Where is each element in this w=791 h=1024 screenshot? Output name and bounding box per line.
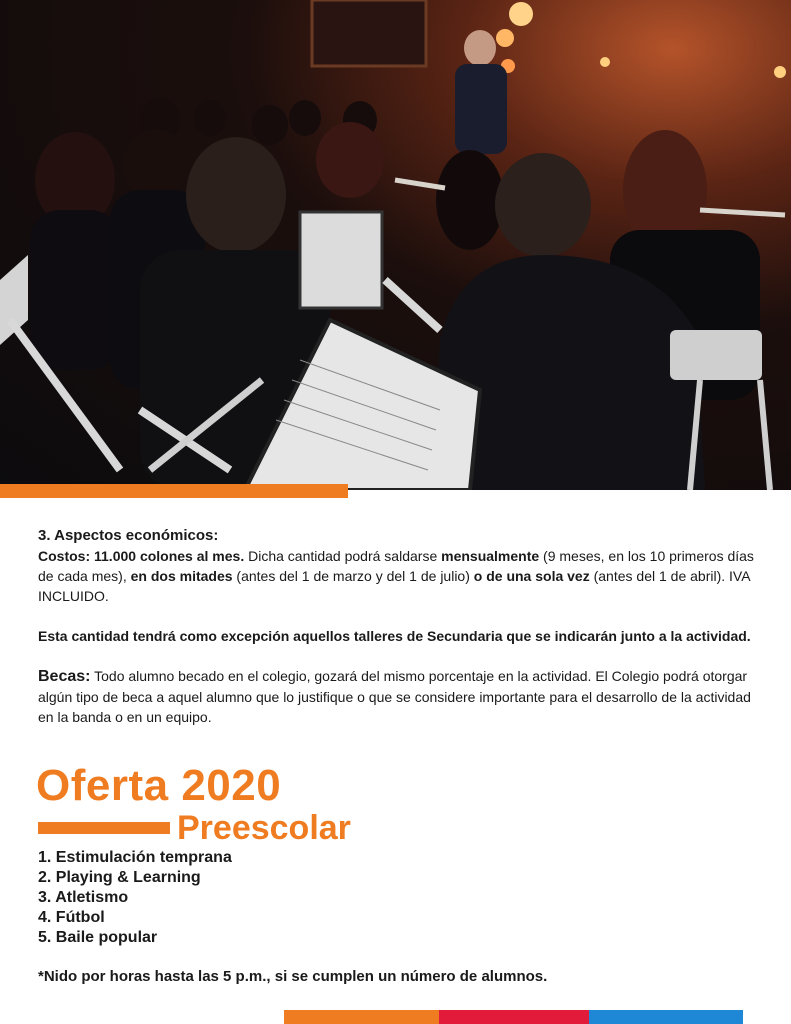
two-halves-term: en dos mitades: [130, 568, 233, 584]
costs-label: Costos: 11.000 colones al mes.: [38, 548, 245, 564]
costs-text: (antes del 1 de marzo y del 1 de julio): [232, 568, 474, 584]
section-heading: 3. Aspectos económicos:: [38, 527, 219, 544]
activity-list: [38, 848, 232, 948]
photo-accent-bar: [0, 484, 348, 498]
becas-paragraph: [38, 666, 756, 727]
musician-body: [30, 210, 120, 370]
chair-leg: [760, 380, 770, 490]
exception-paragraph: Esta cantidad tendrá como excepción aquellos talleres de Secundaria que se indicarán junto a la actividad.: [38, 628, 751, 644]
stage-light: [600, 57, 610, 67]
monthly-term: mensualmente: [441, 548, 540, 564]
stage-light: [509, 2, 533, 26]
musician-hair: [316, 122, 384, 198]
flute: [700, 210, 785, 215]
list-item: 3. Atletismo: [38, 889, 129, 906]
costs-text: Dicha cantidad podrá saldarse: [244, 548, 442, 564]
costs-text: (9 meses, en los 10 primeros días de cada mes),: [38, 548, 754, 584]
list-item: 5. Baile popular: [38, 929, 158, 946]
footer-bar-orange: [284, 1010, 439, 1024]
costs-text: (antes del 1 de abril). IVA INCLUIDO.: [38, 568, 750, 604]
wall-banner: [312, 0, 426, 66]
economic-section: [38, 526, 756, 727]
chair-frame: [385, 280, 440, 330]
subtitle-accent-bar: [38, 822, 170, 834]
orchestra-illustration: [0, 0, 791, 490]
footer-bar-blue: [589, 1010, 743, 1024]
footnote: *Nido por horas hasta las 5 p.m., si se cumplen un número de alumnos.: [38, 968, 548, 985]
conductor-body: [455, 64, 507, 154]
stage-light: [496, 29, 514, 47]
list-item: 4. Fútbol: [38, 909, 105, 926]
sheet-music: [300, 212, 382, 308]
offer-subtitle-row: [38, 808, 438, 848]
costs-paragraph: [38, 546, 756, 606]
orchestra-photo: [0, 0, 791, 490]
musician-hair: [436, 150, 504, 250]
becas-text: Todo alumno becado en el colegio, gozará del mismo porcentaje en la actividad. El Colegio podrá otorgar algún tipo de beca a aquel alumno que lo justifique o que se considere importante para el desarrollo de la actividad en la banda o en un equipo.: [38, 668, 751, 725]
becas-label: Becas:: [38, 668, 91, 685]
chair: [670, 330, 762, 380]
single-payment-term: o de una sola vez: [473, 568, 590, 584]
footer-bar-red: [439, 1010, 589, 1024]
conductor-head: [464, 30, 496, 66]
offer-subtitle: Preescolar: [177, 809, 351, 847]
offer-title: Oferta 2020: [36, 761, 282, 810]
stage-light: [774, 66, 786, 78]
list-item: 1. Estimulación temprana: [38, 849, 232, 866]
musician-head: [495, 153, 591, 257]
flute: [395, 180, 445, 188]
list-item: 2. Playing & Learning: [38, 869, 201, 886]
musician-head: [186, 137, 286, 253]
